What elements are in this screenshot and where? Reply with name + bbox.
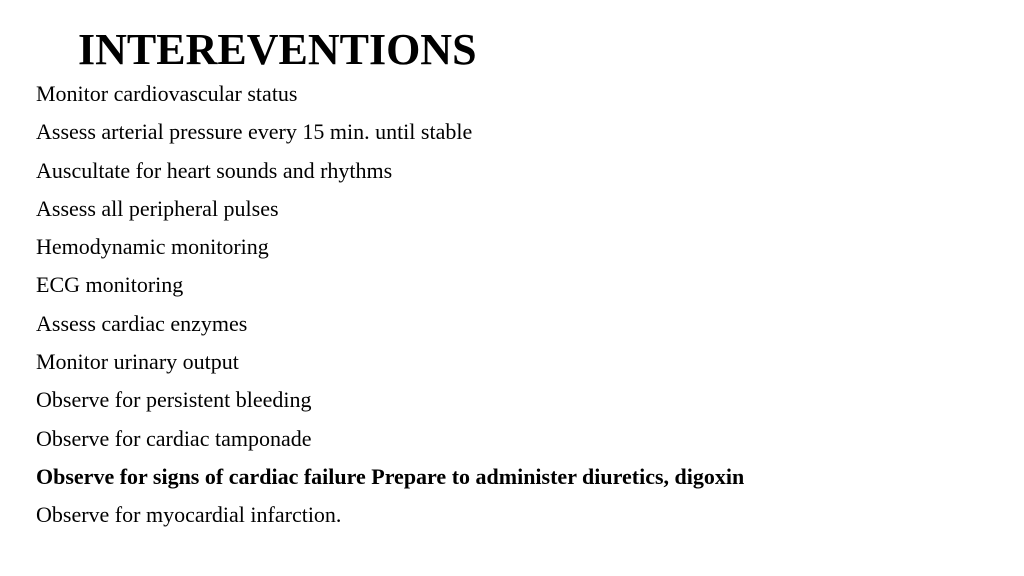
list-item: Hemodynamic monitoring — [36, 234, 269, 260]
list-item: Assess all peripheral pulses — [36, 195, 279, 221]
list-item: Observe for cardiac tamponade — [36, 425, 312, 451]
list-item-emphasized: Observe for signs of cardiac failure Prepare to administer diuretics, digoxin — [36, 463, 745, 489]
slide-title: INTEREVENTIONS — [78, 25, 477, 74]
list-item: Observe for persistent bleeding — [36, 387, 312, 413]
list-item: Assess cardiac enzymes — [36, 310, 248, 336]
list-item: ECG monitoring — [36, 272, 184, 298]
list-item: Assess arterial pressure every 15 min. until stable — [36, 119, 473, 145]
list-item: Auscultate for heart sounds and rhythms — [36, 157, 393, 183]
list-item: Monitor urinary output — [36, 349, 239, 375]
intervention-list — [36, 75, 996, 535]
list-item: Monitor cardiovascular status — [36, 81, 298, 106]
list-item: Observe for myocardial infarction. — [36, 502, 342, 528]
